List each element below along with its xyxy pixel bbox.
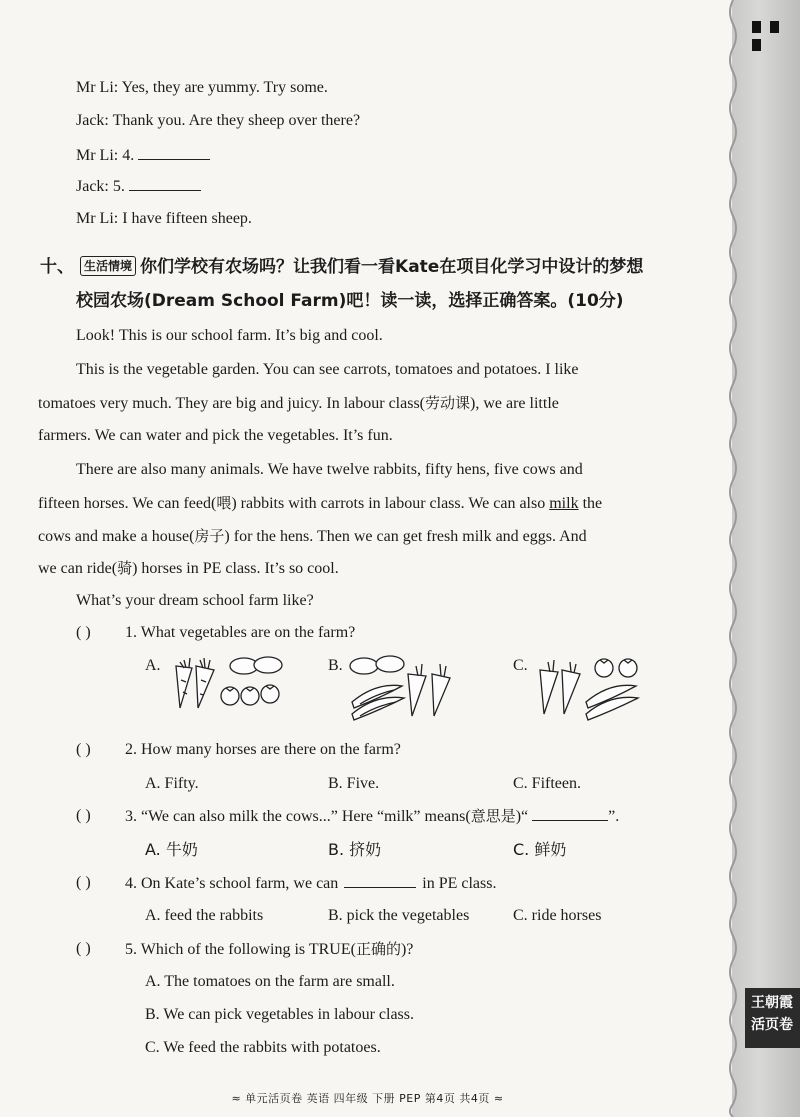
passage-gloss: 房子 [194, 527, 225, 545]
potato-icon [230, 657, 282, 674]
passage-gloss: 骑 [117, 559, 133, 577]
passage-text: we can ride( [38, 560, 118, 577]
passage-text: the [578, 495, 603, 512]
q1-option-c-label[interactable]: C. [513, 657, 528, 674]
q3-option-a[interactable]: A. 牛奶 [145, 840, 198, 859]
carrot-icon [540, 660, 580, 714]
wavy-edge-decoration [727, 0, 739, 1117]
brand-line1: 王朝霞 [751, 995, 793, 1011]
question-text: ”. [608, 808, 620, 825]
dialogue-line: Jack: Thank you. Are they sheep over there? [76, 112, 361, 129]
passage-line: Look! This is our school farm. It’s big and cool. [76, 327, 383, 344]
passage-text: ), we are little [470, 395, 559, 412]
passage-line: farmers. We can water and pick the vegetables. It’s fun. [38, 427, 393, 444]
q2-option-a[interactable]: A. Fifty. [145, 775, 199, 792]
binding-edge [732, 0, 800, 1117]
dialogue-line: Mr Li: I have fifteen sheep. [76, 210, 252, 227]
question-3 [125, 806, 619, 827]
underlined-word: milk [549, 495, 579, 512]
answer-blank[interactable] [138, 145, 210, 160]
carrot-icon [408, 664, 450, 716]
page-footer: ≈ 单元活页卷 英语 四年级 下册 PEP 第4页 共4页 ≈ [231, 1092, 504, 1105]
passage-line [38, 558, 339, 579]
tomato-icon [221, 685, 279, 705]
answer-blank[interactable] [532, 806, 608, 821]
question-1: 1. What vegetables are on the farm? [125, 624, 356, 641]
brand-badge [745, 988, 800, 1048]
q5-option-c[interactable]: C. We feed the rabbits with potatoes. [145, 1039, 381, 1056]
pea-pod-icon [352, 685, 404, 720]
answer-blank[interactable] [129, 176, 201, 191]
question-text: 4. On Kate’s school farm, we can [125, 875, 339, 892]
registration-mark [752, 39, 761, 51]
passage-text: fifteen horses. We can feed( [38, 495, 217, 512]
carrot-icon [176, 658, 214, 708]
passage-text: ) for the hens. Then we can get fresh milk and eggs. And [224, 528, 587, 545]
registration-mark [770, 21, 779, 33]
question-text: )? [400, 941, 414, 958]
question-gloss: 正确的 [355, 940, 401, 958]
answer-paren[interactable]: ( ) [76, 624, 91, 641]
question-text: )“ [515, 808, 529, 825]
carrots-tomatoes-peas-picture [532, 652, 652, 724]
q1-option-a-label[interactable]: A. [145, 657, 161, 674]
passage-text: tomatoes very much. They are big and juicy. In labour class( [38, 395, 425, 412]
passage-text: cows and make a house( [38, 528, 195, 545]
passage-text: ) horses in PE class. It’s so cool. [132, 560, 339, 577]
question-5 [125, 939, 413, 960]
question-text: 3. “We can also milk the cows...” Here “milk” means( [125, 808, 471, 825]
question-text: in PE class. [422, 875, 497, 892]
q4-option-c[interactable]: C. ride horses [513, 907, 602, 924]
passage-line: There are also many animals. We have twelve rabbits, fifty hens, five cows and [76, 461, 583, 478]
question-4 [125, 873, 496, 894]
q3-option-c[interactable]: C. 鲜奶 [513, 840, 567, 859]
question-2: 2. How many horses are there on the farm? [125, 741, 401, 758]
q5-option-b[interactable]: B. We can pick vegetables in labour class. [145, 1006, 414, 1023]
q2-option-c[interactable]: C. Fifteen. [513, 775, 581, 792]
section-title-line2: 校园农场(Dream School Farm)吧！读一读，选择正确答案。(10分) [76, 291, 624, 311]
passage-line [38, 526, 587, 547]
passage-gloss: 喂 [216, 494, 232, 512]
section-title-line1: 你们学校有农场吗？让我们看一看Kate在项目化学习中设计的梦想 [140, 257, 644, 277]
passage-line [38, 393, 559, 414]
dialogue-line [76, 145, 210, 166]
answer-paren[interactable]: ( ) [76, 874, 91, 891]
passage-text: ) rabbits with carrots in labour class. We can also [231, 495, 550, 512]
passage-gloss: 劳动课 [425, 394, 471, 412]
answer-paren[interactable]: ( ) [76, 741, 91, 758]
answer-blank[interactable] [344, 873, 416, 888]
context-tag: 生活情境 [80, 256, 136, 276]
dialogue-line: Mr Li: Yes, they are yummy. Try some. [76, 79, 328, 96]
q1-option-b-label[interactable]: B. [328, 657, 343, 674]
section-heading [40, 256, 643, 278]
section-number: 十、 [40, 257, 74, 277]
q2-option-b[interactable]: B. Five. [328, 775, 380, 792]
carrots-potatoes-tomatoes-picture [162, 652, 292, 712]
passage-line: What’s your dream school farm like? [76, 592, 314, 609]
question-gloss: 意思是 [470, 807, 516, 825]
dialogue-text: Mr Li: 4. [76, 147, 135, 164]
passage-line: This is the vegetable garden. You can see carrots, tomatoes and potatoes. I like [76, 361, 579, 378]
q4-option-b[interactable]: B. pick the vegetables [328, 907, 470, 924]
potatoes-peas-carrots-picture [346, 652, 476, 724]
registration-marks [752, 20, 800, 56]
tomato-icon [595, 659, 637, 677]
answer-paren[interactable]: ( ) [76, 940, 91, 957]
dialogue-text: Jack: 5. [76, 178, 125, 195]
passage-line [38, 493, 602, 514]
registration-mark [752, 21, 761, 33]
pea-pod-icon [586, 685, 638, 720]
q4-option-a[interactable]: A. feed the rabbits [145, 907, 264, 924]
q5-option-a[interactable]: A. The tomatoes on the farm are small. [145, 973, 395, 990]
dialogue-line [76, 176, 201, 197]
question-text: 5. Which of the following is TRUE( [125, 941, 356, 958]
potato-icon [350, 656, 404, 674]
answer-paren[interactable]: ( ) [76, 807, 91, 824]
q3-option-b[interactable]: B. 挤奶 [328, 840, 382, 859]
brand-line2: 活页卷 [751, 1017, 793, 1033]
